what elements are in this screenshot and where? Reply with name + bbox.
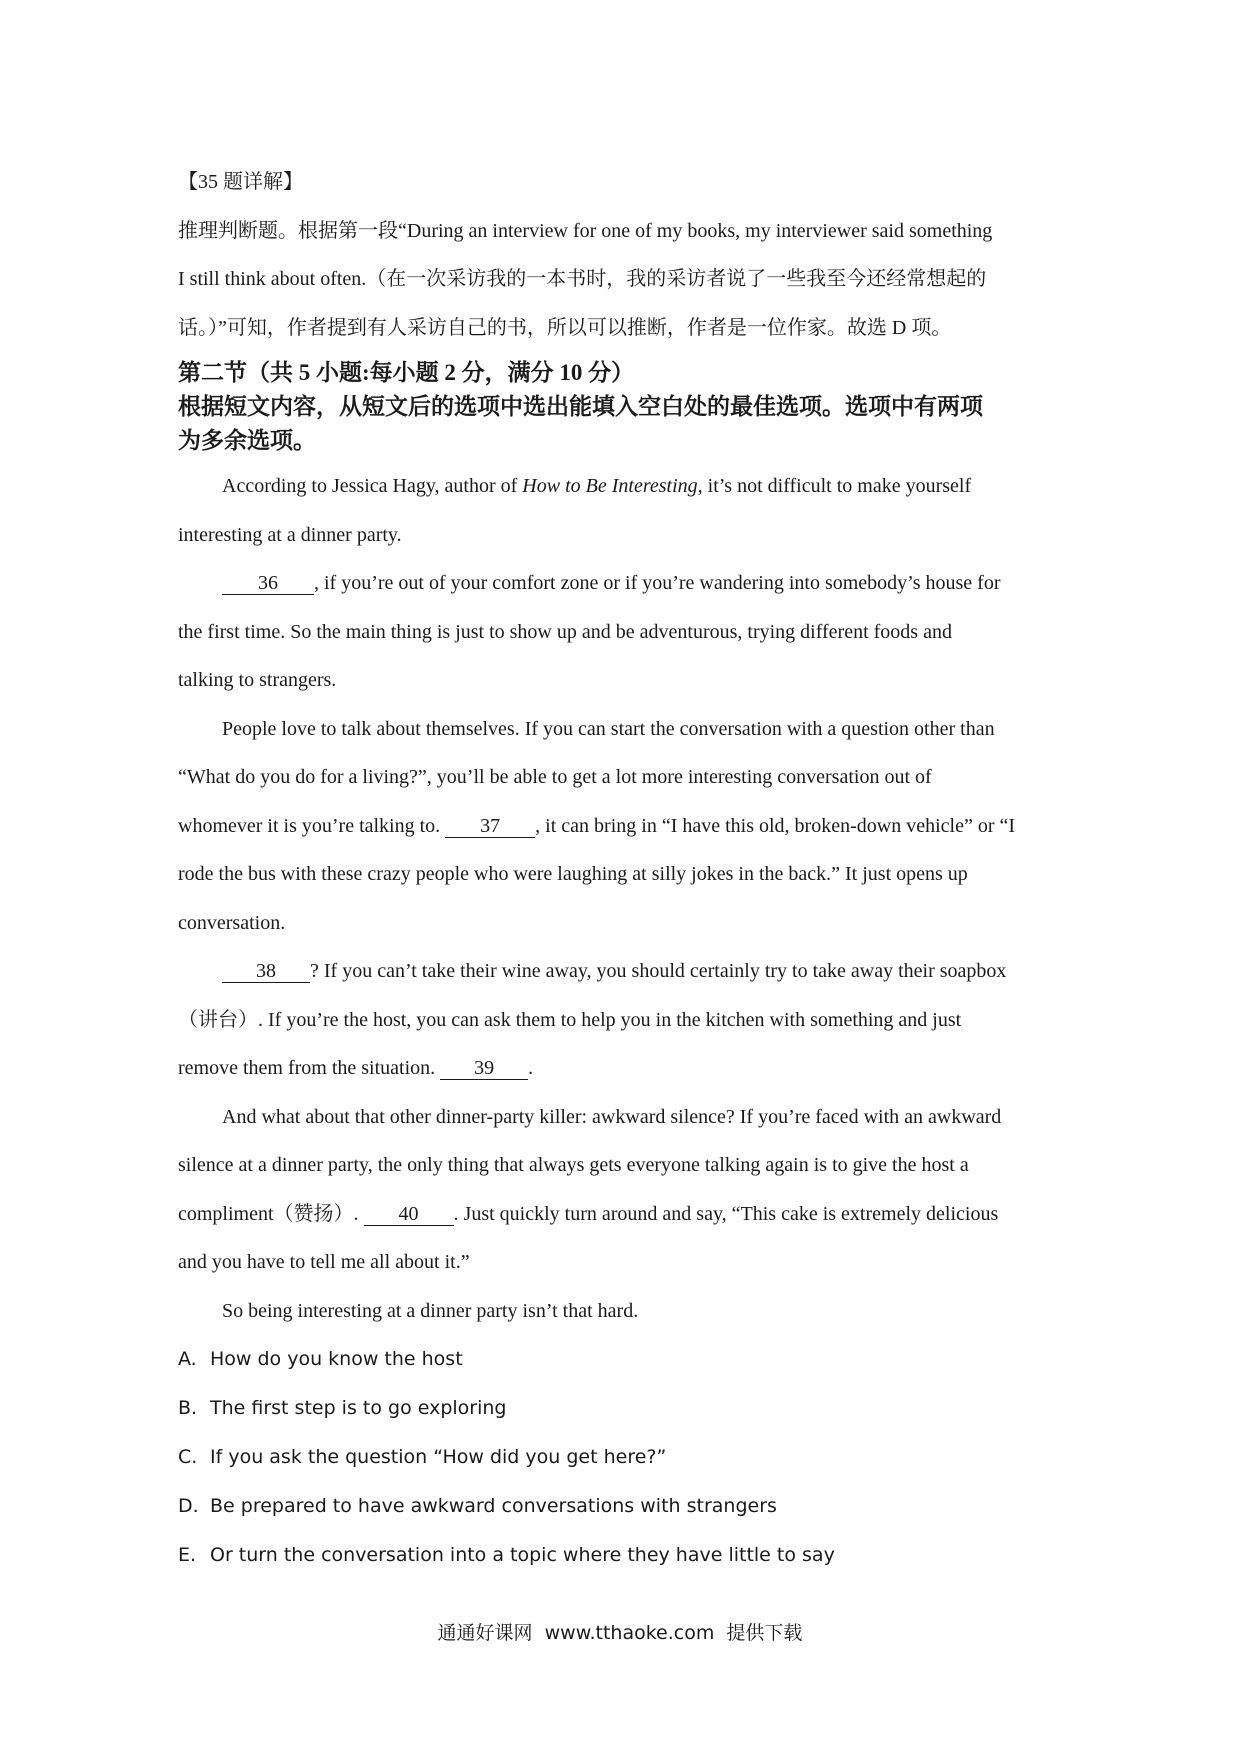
option-letter: D. <box>178 1495 199 1517</box>
blank-40[interactable]: 40 <box>364 1203 454 1226</box>
footer-note: 提供下载 <box>726 1622 803 1644</box>
option-letter: C. <box>178 1446 198 1468</box>
blank-37[interactable]: 37 <box>445 815 535 838</box>
explanation-line-1: 推理判断题。根据第一段“During an interview for one of my books, my interviewer said something <box>178 219 993 242</box>
option-d[interactable] <box>178 1482 1073 1531</box>
page-footer <box>0 1618 1240 1645</box>
option-letter: B. <box>178 1397 198 1419</box>
paragraph-2-line-1: 36 , if you’re out of your comfort zone or if you’re wandering into somebody’s house for <box>178 559 1073 608</box>
option-text: Or turn the conversation into a topic where they have little to say <box>210 1544 835 1566</box>
explanation-line-2: I still think about often.（在一次采访我的一本书时，我的采访者说了一些我至今还经常想起的 <box>178 268 987 290</box>
paragraph-5-line-2: silence at a dinner party, the only thing that always gets everyone talking again is to give the host a <box>178 1154 969 1176</box>
paragraph-3-line-2: “What do you do for a living?”, you’ll be able to get a lot more interesting conversation out of <box>178 766 932 788</box>
paragraph-3-line-3: whomever it is you’re talking to. 37 , it can bring in “I have this old, broken-down vehicle” or “I <box>178 814 1016 837</box>
section-title: 第二节（共 5 小题:每小题 2 分，满分 10 分） <box>178 360 635 385</box>
option-text: How do you know the host <box>210 1348 463 1370</box>
blank-38[interactable]: 38 <box>222 960 310 983</box>
book-title: How to Be Interesting <box>522 475 698 497</box>
option-letter: A. <box>178 1348 197 1370</box>
paragraph-6: So being interesting at a dinner party isn’t that hard. <box>222 1299 639 1322</box>
section-instruction-line-2: 为多余选项。 <box>178 428 316 453</box>
option-letter: E. <box>178 1544 197 1566</box>
option-a[interactable] <box>178 1335 1073 1384</box>
option-b[interactable] <box>178 1384 1073 1433</box>
option-text: The first step is to go exploring <box>210 1397 507 1419</box>
paragraph-2-line-3: talking to strangers. <box>178 669 337 691</box>
paragraph-5-line-1: And what about that other dinner-party killer: awkward silence? If you’re faced with an awkward <box>222 1105 1002 1128</box>
paragraph-5-line-3: compliment（赞扬）. 40 . Just quickly turn around and say, “This cake is extremely delicious <box>178 1202 999 1225</box>
paragraph-3-line-4: rode the bus with these crazy people who were laughing at silly jokes in the back.” It just opens up <box>178 863 968 885</box>
blank-36[interactable]: 36 <box>222 572 314 595</box>
passage <box>178 462 1073 1335</box>
paragraph-4-line-1: 38 ? If you can’t take their wine away, you should certainly try to take away their soapbox <box>178 947 1073 996</box>
blank-39[interactable]: 39 <box>440 1057 528 1080</box>
footer-url[interactable]: www.tthaoke.com <box>544 1622 715 1644</box>
paragraph-4-line-3: remove them from the situation. 39 . <box>178 1057 534 1079</box>
options-list <box>178 1335 1073 1580</box>
section-instruction-line-1: 根据短文内容，从短文后的选项中选出能填入空白处的最佳选项。选项中有两项 <box>178 394 983 419</box>
explanation-heading: 【35 题详解】 <box>178 171 303 193</box>
option-e[interactable] <box>178 1531 1073 1580</box>
paragraph-1-line-2: interesting at a dinner party. <box>178 523 402 546</box>
paragraph-2-line-2: the first time. So the main thing is just to show up and be adventurous, trying different foods and <box>178 620 952 643</box>
paragraph-5-line-4: and you have to tell me all about it.” <box>178 1251 470 1273</box>
option-text: Be prepared to have awkward conversations with strangers <box>210 1495 777 1517</box>
option-text: If you ask the question “How did you get here?” <box>210 1446 667 1468</box>
footer-site-name: 通通好课网 <box>437 1622 533 1644</box>
paragraph-3-line-5: conversation. <box>178 911 286 934</box>
paragraph-4-line-2: （讲台）. If you’re the host, you can ask them to help you in the kitchen with something and just <box>178 1008 962 1031</box>
paragraph-3-line-1: People love to talk about themselves. If you can start the conversation with a question other than <box>222 717 995 740</box>
paragraph-1-line-1: According to Jessica Hagy, author of How to Be Interesting, it’s not difficult to make yourself <box>222 475 972 497</box>
option-c[interactable] <box>178 1433 1073 1482</box>
document-page <box>178 158 1073 1580</box>
explanation-line-3: 话。）”可知，作者提到有人采访自己的书，所以可以推断，作者是一位作家。故选 D 项。 <box>178 316 952 339</box>
